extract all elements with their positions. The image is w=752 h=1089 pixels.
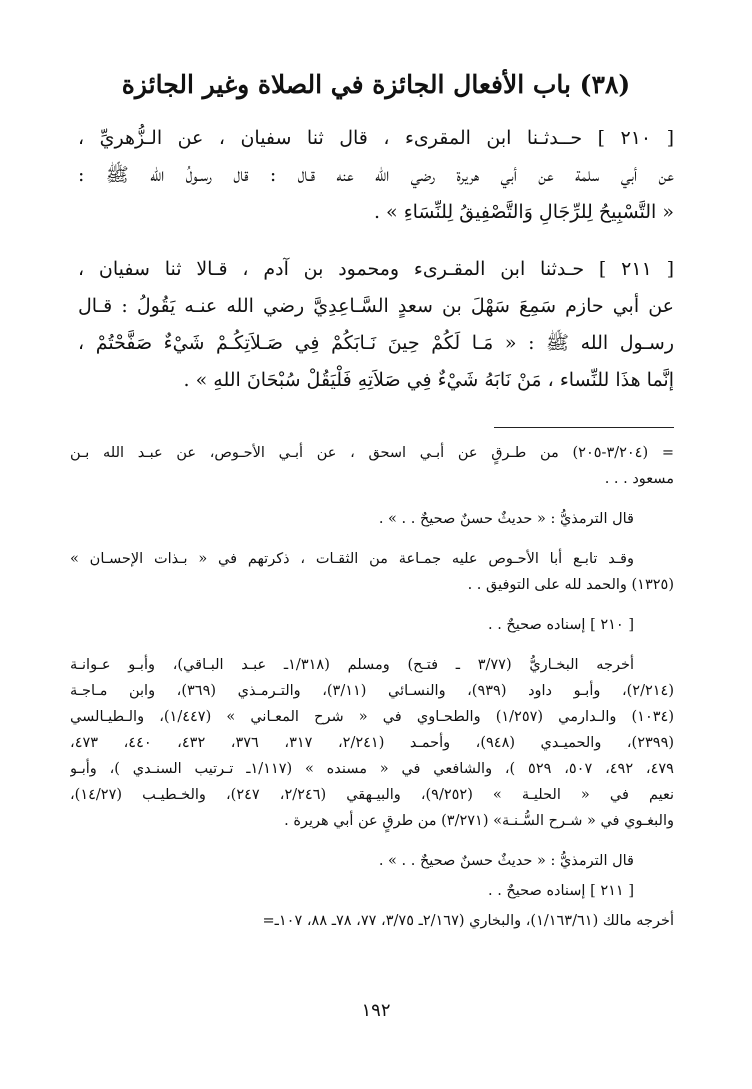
footnote-line: [ ٢١١ ] إسناده صحيحٌ . .: [487, 883, 634, 899]
footnote-line: [ ٢١٠ ] إسناده صحيحٌ . .: [487, 617, 634, 633]
footnote-paragraph: [70, 506, 674, 532]
footnote-line: والبغـوي في « شـرح السُّـنـة» (٣/٢٧١) من طرقٍ عن أبي هريرة .: [284, 813, 674, 829]
footnote-line: أخرجه مالك (١/١٦٣/٦١)، والبخاري (٢/١٦٧ـ ٣/٧٥، ٧٧، ٧٨ـ ٨٨، ١٠٧ـ=: [262, 913, 674, 929]
hadith-210-line: « التَّسْبِيحُ لِلرِّجَالِ وَالتَّصْفِيقُ لِلنِّسَاءِ » .: [373, 201, 674, 223]
footnote-paragraph: [70, 612, 674, 638]
footnote-line: = (٣/٢٠٤-٢٠٥) من طـرقٍ عن أبـي اسحق ، عن أبـي الأحـوص، عن عبـد الله بـن: [70, 445, 674, 461]
footnote-divider: [494, 427, 674, 428]
footnote-line: مسعود . . .: [604, 471, 674, 487]
footnote-line: نعيم في « الحليـة » (٩/٢٥٢)، والبيـهقي (٢/٢٤٦، ٢٤٧)، والخـطيـب (١٤/٢٧)،: [70, 787, 674, 803]
footnote-paragraph: [70, 546, 674, 598]
footnote-paragraph: [70, 440, 674, 492]
footnote-line: قال الترمذيُّ : « حديثٌ حسنٌ صحيحٌ . . » .: [378, 853, 634, 869]
footnotes: [70, 440, 674, 948]
hadith-210: [78, 120, 674, 231]
hadith-211-line: إنَّما هذَا للنِّساء ، مَنْ نَابَهُ شَيْءٌ فِي صَلاَتِهِ فَلْيَقُلْ سُبْحَانَ اللهِ » .: [183, 369, 674, 391]
chapter-title: (٣٨) باب الأفعال الجائزة في الصلاة وغير الجائزة: [121, 70, 631, 99]
footnote-paragraph: [70, 652, 674, 834]
footnote-line: قال الترمذيُّ : « حديثٌ حسنٌ صحيحٌ . . » .: [378, 511, 634, 527]
hadith-211: [78, 251, 674, 399]
footnote-paragraph: [70, 878, 674, 904]
hadith-210-line: عن أبي سلمة عن أبي هريرة رضي الله عنه قـال : قال رسـولُ الله ﷺ :: [78, 164, 674, 186]
hadith-211-line: رسـول الله ﷺ : « مَـا لَكُمْ حِينَ نَـابَكُمْ فِي صَـلاَتِكُـمْ شَيْءٌ صَفَّحْتُمْ ،: [78, 332, 674, 354]
footnote-line: (١٣٢٥) والحمد لله على التوفيق . .: [467, 577, 674, 593]
hadith-211-line: عن أبي حازم سَمِعَ سَهْلَ بن سعدٍ السَّـاعِدِيَّ رضي الله عنـه يَقُولُ : قـال: [78, 295, 674, 317]
footnote-line: أخرجه البخـاريُّ (٣/٧٧ ـ فتـح) ومسلم (١/٣١٨ـ عبـد البـاقي)، وأبـو عـوانـة: [70, 657, 634, 673]
footnote-line: وقـد تابـع أبا الأحـوص عليه جمـاعة من الثقـات ، ذكرتهم في « بـذات الإحسـان »: [70, 551, 634, 567]
footnote-line: (١٠٣٤) والـدارمي (١/٢٥٧) والطحـاوي في « شرح المعـاني » (١/٤٤٧)، والـطيـالسي: [70, 709, 674, 725]
footnote-paragraph: [70, 848, 674, 874]
hadith-211-line: [ ٢١١ ] حـدثنا ابن المقـرىء ومحمود بن آدم ، قـالا ثنا سفيان ،: [78, 258, 674, 280]
footnote-line: (٢/٢١٤)، وأبـو داود (٩٣٩)، والنسـائي (٣/١١)، والتـرمـذي (٣٦٩)، وابن مـاجـة: [70, 683, 674, 699]
footnote-line: (٢٣٩٩)، والحميـدي (٩٤٨)، وأحمـد (٢/٢٤١، ٣١٧، ٣٧٦، ٤٣٢، ٤٤٠، ٤٧٣،: [70, 735, 674, 751]
page-number: ١٩٢: [361, 1000, 391, 1021]
footnote-line: ٤٧٩، ٤٩٢، ٥٠٧، ٥٢٩ )، والشافعي في « مسنده » (١/١١٧ـ تـرتيب السنـدي )، وأبـو: [70, 761, 674, 777]
footnote-paragraph: [70, 908, 674, 934]
hadith-210-line: [ ٢١٠ ] حــدثـنا ابن المقرىء ، قال ثنا سفيان ، عن الـزُّهريِّ ،: [78, 127, 674, 149]
main-text: [78, 120, 674, 399]
